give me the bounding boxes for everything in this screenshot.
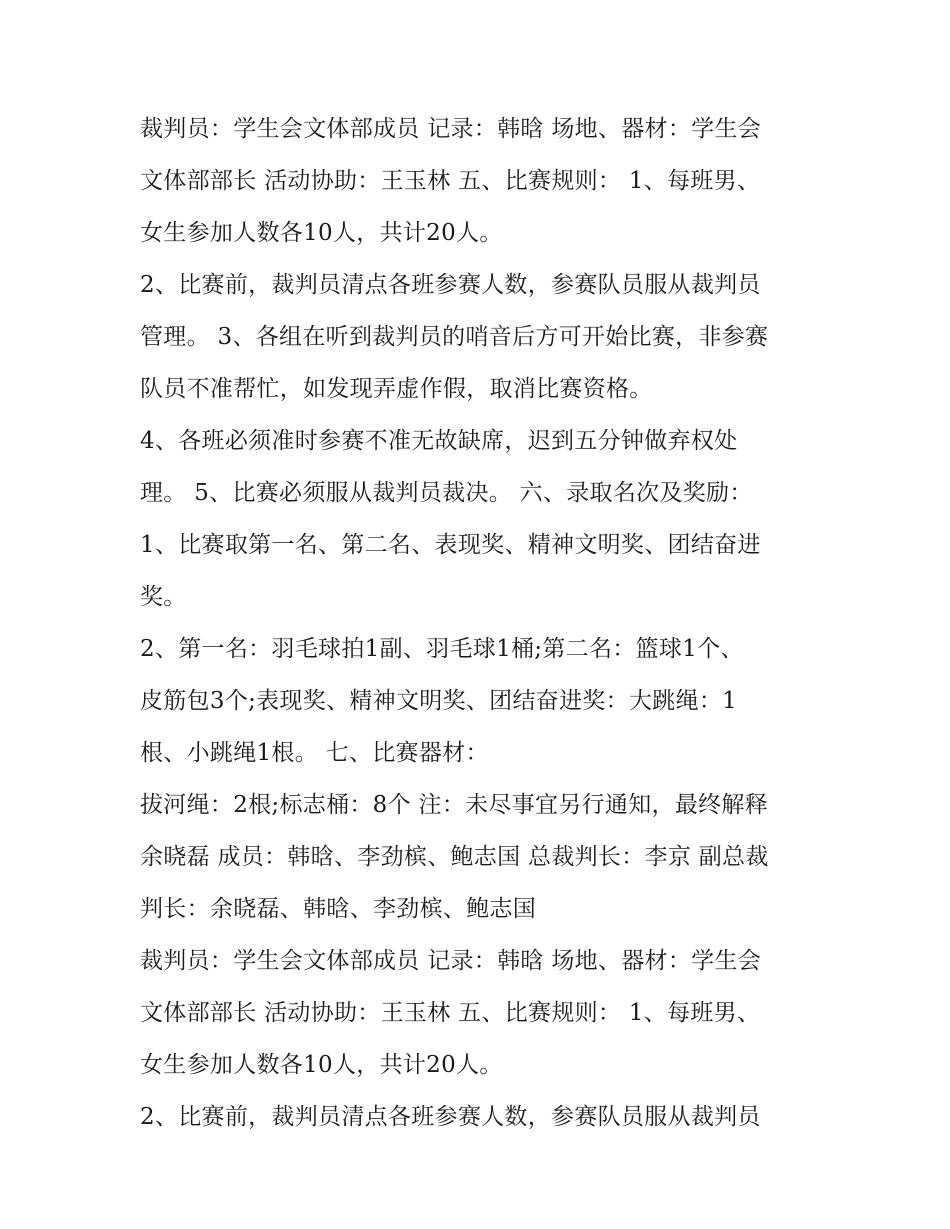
text-line: 根、小跳绳1根。 七、比赛器材：: [140, 740, 489, 766]
text-line: 管理。 3、各组在听到裁判员的哨音后方可开始比赛，非参赛: [140, 324, 769, 350]
text-line: 1、比赛取第一名、第二名、表现奖、精神文明奖、团结奋进: [140, 532, 761, 558]
text-line: 理。 5、比赛必须服从裁判员裁决。 六、录取名次及奖励：: [140, 480, 753, 506]
text-line: 女生参加人数各10人，共计20人。: [140, 220, 503, 246]
text-line: 队员不准帮忙，如发现弄虚作假，取消比赛资格。: [140, 376, 653, 402]
text-line: 裁判员：学生会文体部成员 记录：韩晗 场地、器材：学生会: [140, 948, 762, 974]
text-line: 皮筋包3个;表现奖、精神文明奖、团结奋进奖：大跳绳：1: [140, 688, 738, 714]
text-line: 2、比赛前，裁判员清点各班参赛人数，参赛队员服从裁判员: [140, 1104, 761, 1130]
text-line: 女生参加人数各10人，共计20人。: [140, 1052, 503, 1078]
text-line: 裁判员：学生会文体部成员 记录：韩晗 场地、器材：学生会: [140, 116, 762, 142]
text-line: 2、第一名：羽毛球拍1副、羽毛球1桶;第二名：篮球1个、: [140, 636, 744, 662]
text-line: 文体部部长 活动协助：王玉林 五、比赛规则： 1、每班男、: [140, 168, 761, 194]
document-body: [140, 103, 840, 1143]
text-line: 余晓磊 成员：韩晗、李劲槟、鲍志国 总裁判长：李京 副总裁: [140, 844, 769, 870]
text-line: 判长：余晓磊、韩晗、李劲槟、鲍志国: [140, 896, 537, 922]
text-line: 奖。: [140, 584, 187, 610]
text-line: 4、各班必须准时参赛不准无故缺席，迟到五分钟做弃权处: [140, 428, 738, 454]
text-line: 2、比赛前，裁判员清点各班参赛人数，参赛队员服从裁判员: [140, 272, 761, 298]
text-line: 文体部部长 活动协助：王玉林 五、比赛规则： 1、每班男、: [140, 1000, 761, 1026]
text-line: 拔河绳：2根;标志桶：8个 注：未尽事宜另行通知，最终解释: [140, 792, 769, 818]
